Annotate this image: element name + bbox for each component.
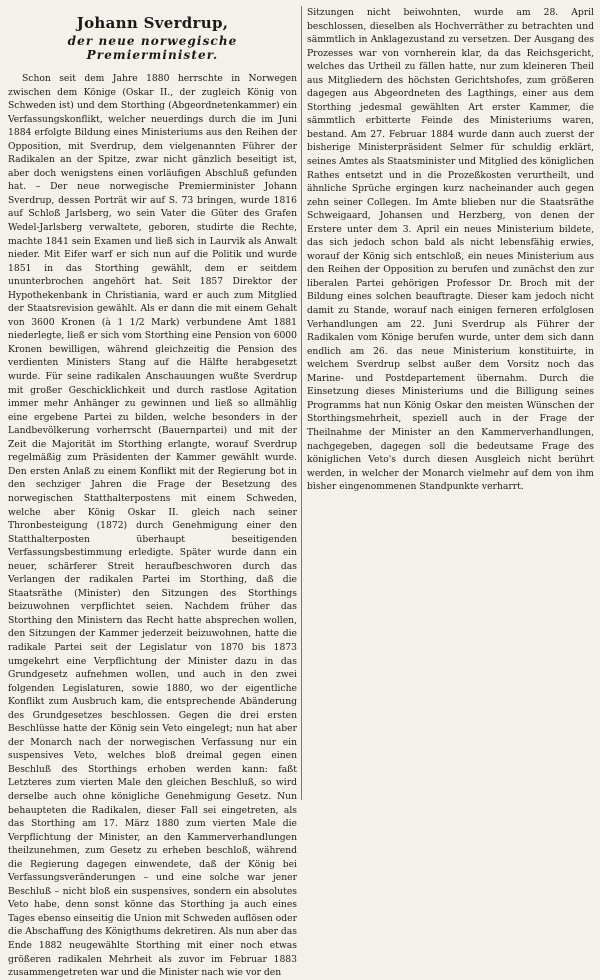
- article-subtitle: der neue norwegische Premierminister.: [67, 34, 238, 62]
- article-paragraph-right: Sitzungen nicht beiwohnten, wurde am 28. April beschlossen, dieselben als Hochverräther zu betrachten und sämmtlich in Anklagezustand zu versetzen. Der Ausgang des Prozesses war von vornherein klar, da das Reichsgericht, welches das Urtheil zu fällen hatte, nur zum kleineren Theil aus Mitgliedern des höchsten Gerichtshofes, zum größeren dagegen aus Abgeordneten des Lagthings, einer aus dem Storthing jedesmal gewählten Art erster Kammer, die sämmtlich erbitterte Feinde des Ministeriums waren, bestand. Am 27. Februar 1884 wurde dann auch zuerst der bisherige Ministerpräsident Selmer für schuldig erklärt, seines Amtes als Staatsminister und Mitglied des königlichen Rathes entsetzt und in die Prozeßkosten verurtheilt, und ähnliche Sprüche ergingen kurz nacheinander auch gegen zehn seiner Collegen. Im Amte blieben nur die Staatsräthe Schweigaard, Johansen und Herzberg, von denen der Erstere unter dem 3. April ein neues Ministerium bildete, das sich jedoch schon bald als nicht lebensfähig erwies, worauf der König sich entschloß, ein neues Ministerium aus den Reihen der Opposition zu berufen und zunächst den zur liberalen Partei gehörigen Professor Dr. Broch mit der Bildung eines solchen beauftragte. Dieser kam jedoch nicht damit zu Stande, worauf nach einigen ferneren erfolglosen Verhandlungen am 22. Juni Sverdrup als Führer der Radikalen vom Könige berufen wurde, unter dem sich dann endlich am 26. das neue Ministerium konstituirte, in welchem Sverdrup selbst außer dem Vorsitz noch das Marine- und Postdepartement übernahm. Durch die Einsetzung dieses Ministeriums und die Billigung seines Programms hat nun König Oskar den meisten Wünschen der Storthingsmehrheit, speziell auch in der Frage der Theilnahme der Minister an den Kammerverhandlungen, nachgegeben, dagegen soll die bedeutsame Frage des königlichen Veto's durch diesen Ausgleich nicht berührt werden, in welcher der Monarch vielmehr auf dem von ihm bisher eingenommenen Standpunkte verharrt.: [307, 7, 595, 493]
- article-title: Johann Sverdrup,: [76, 14, 229, 32]
- left-column: [8, 0, 297, 980]
- column-divider: [301, 6, 302, 800]
- right-column: [307, 0, 594, 494]
- article-paragraph-left: Schon seit dem Jahre 1880 herrschte in Norwegen zwischen dem Könige (Oskar II., der zugleich König von Schweden ist) und dem Storthing (Abgeordnetenkammer) ein Verfassungskonflikt, welcher neuerdings durch die im Juni 1884 erfolgte Bildung eines Ministeriums aus den Reihen der Opposition, mit Sverdrup, dem vielgenannten Führer der Radikalen an der Spitze, zwar nicht gänzlich beseitigt ist, aber doch wenigstens einen vorläufigen Abschluß gefunden hat. – Der neue norwegische Premierminister Johann Sverdrup, dessen Porträt wir auf S. 73 bringen, wurde 1816 auf Schloß Jarlsberg, wo sein Vater die Güter des Grafen Wedel-Jarlsberg verwaltete, geboren, studirte die Rechte, machte 1841 sein Examen und ließ sich in Laurvik als Anwalt nieder. Mit Eifer warf er sich nun auf die Politik und wurde 1851 in das Storthing gewählt, dem er seitdem ununterbrochen angehört hat. Seit 1857 Direktor der Hypothekenbank in Christiania, ward er auch zum Mitglied der Staatsrevision gewählt. Als er dann die mit einem Gehalt von 3600 Kronen (à 1 1/2 Mark) verbundene Amt 1881 niederlegte, ließ er sich vom Storthing eine Pension von 6000 Kronen bewilligen, während gleichzeitig die Pension des verdienten Ministers Stang auf die Hälfte herabgesetzt wurde. Für seine radikalen Anschauungen wußte Sverdrup mit großer Geschicklichkeit und durch rastlose Agitation immer mehr Anhänger zu gewinnen und ließ so allmählig eine ergebene Partei zu bilden, welche besonders in der Landbevölkerung vorherrscht (Bauernpartei) und mit der Zeit die Majorität im Storthing erlangte, worauf Sverdrup regelmäßig zum Präsidenten der Kammer gewählt wurde. Den ersten Anlaß zu einem Konflikt mit der Regierung bot in den sechziger Jahren die Frage der Besetzung des norwegischen Statthalterpostens mit einem Schweden, welche aber König Oskar II. gleich nach seiner Thronbesteigung (1872) durch Genehmigung einer den Statthalterposten überhaupt beseitigenden Verfassungsbestimmung erledigte. Später wurde dann ein neuer, schärferer Streit heraufbeschworen durch das Verlangen der radikalen Partei im Storthing, daß die Staatsräthe (Minister) den Sitzungen des Storthings beizuwohnen verpflichtet seien. Nachdem früher das Storthing den Ministern das Recht hatte absprechen wollen, den Sitzungen der Kammer jederzeit beizuwohnen, hatte die radikale Partei seit der Legislatur von 1870 bis 1873 umgekehrt eine Verpflichtung der Minister dazu in das Grundgesetz aufnehmen wollen, und auch in den zwei folgenden Legislaturen, sowie 1880, wo der eigentliche Konflikt zum Ausbruch kam, die entsprechende Abänderung des Grundgesetzes beschlossen. Gegen die drei ersten Beschlüsse hatte der König sein Veto eingelegt; nun hat aber der Monarch nach der norwegischen Verfassung nur ein suspensives Veto, welches bloß dreimal gegen einen Beschluß des Storthings erhoben werden kann: faßt Letzteres zum vierten Male den gleichen Beschluß, so wird derselbe auch ohne königliche Genehmigung Gesetz. Nun behaupteten die Radikalen, dieser Fall sei eingetreten, als das Storthing am 17. März 1880 zum vierten Male die Verpflichtung der Minister, an den Kammerverhandlungen theilzunehmen, zum Gesetz zu erheben beschloß, während die Regierung dagegen einwendete, daß der König bei Verfassungsveränderungen – und eine solche war jener Beschluß – nicht bloß ein suspensives, sondern ein absolutes Veto habe, denn sonst könne das Storthing ja auch eines Tages ebenso einseitig die Union mit Schweden auflösen oder die Abschaffung des Königthums dekretiren. Als nun aber das Ende 1882 neugewählte Storthing mit einer noch etwas größeren radikalen Mehrheit als zuvor im Februar 1883 zusammengetreten war und die Minister nach wie vor den: [8, 73, 298, 979]
